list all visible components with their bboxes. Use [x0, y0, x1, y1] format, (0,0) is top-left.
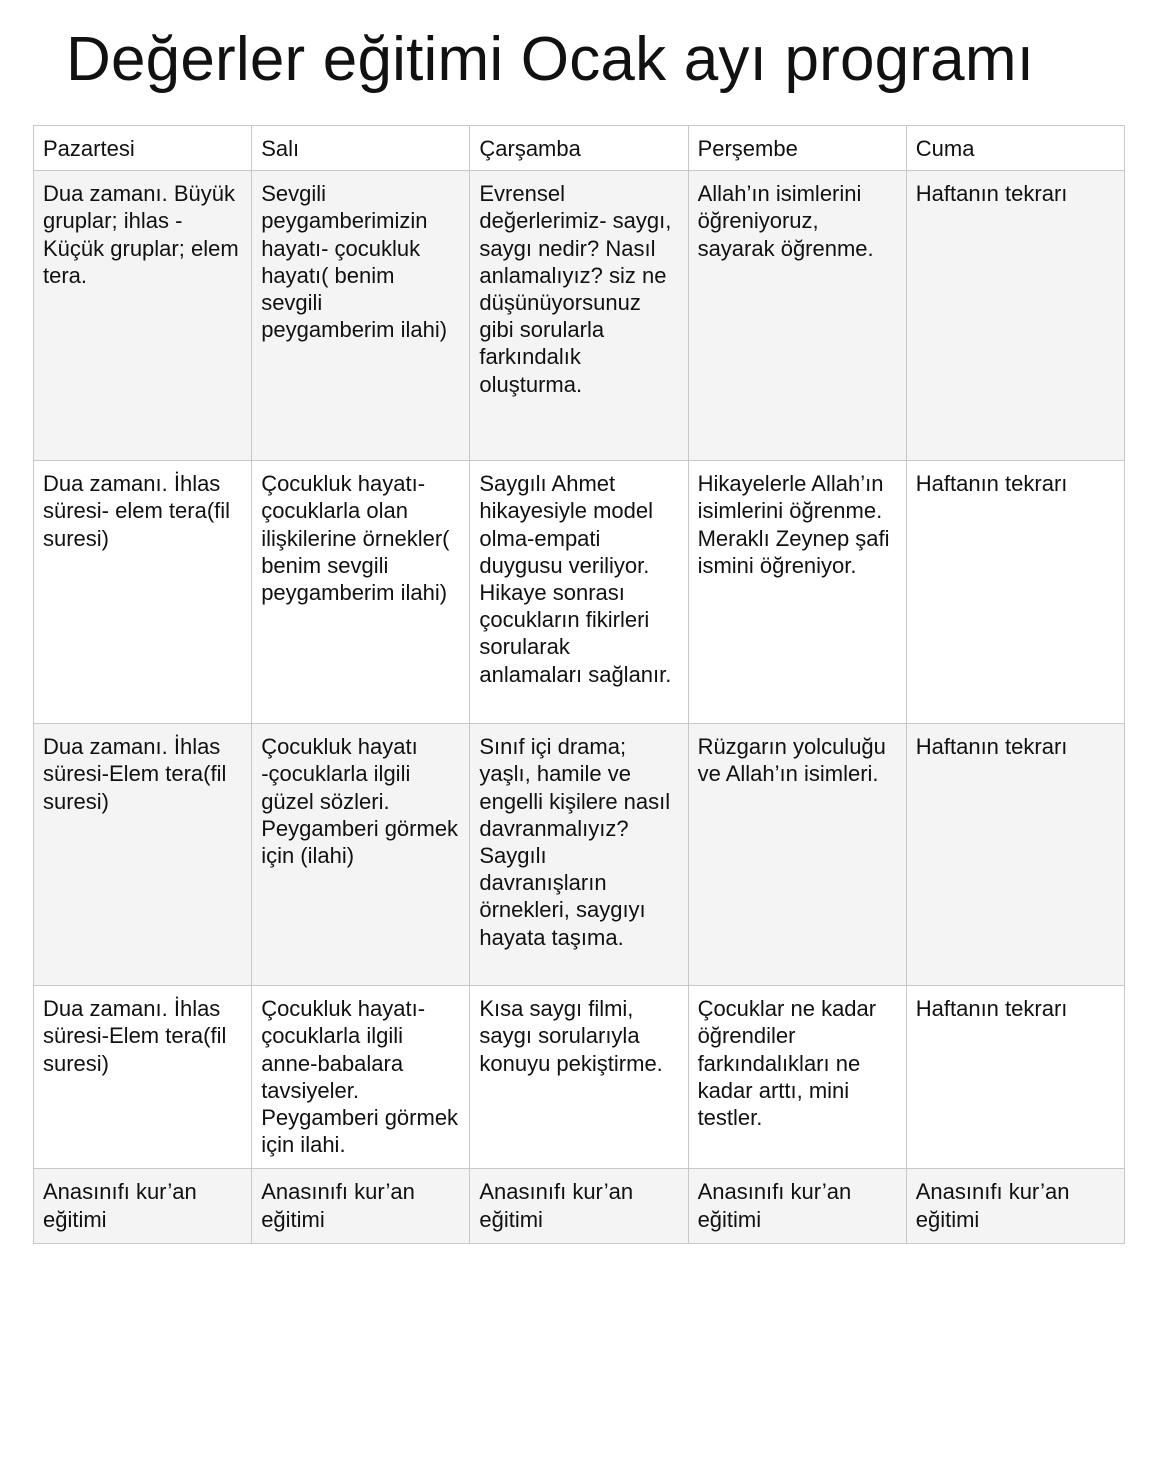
weekly-schedule-table — [33, 125, 1125, 1244]
table-row — [34, 1169, 1125, 1243]
page-title: Değerler eğitimi Ocak ayı programı — [66, 25, 1035, 94]
table-cell: Dua zamanı. İhlas süresi-Elem tera(fil suresi) — [34, 724, 252, 986]
table-cell: Dua zamanı. İhlas süresi- elem tera(fil suresi) — [34, 461, 252, 724]
table-cell: Dua zamanı. İhlas süresi-Elem tera(fil suresi) — [34, 986, 252, 1169]
table-cell: Haftanın tekrarı — [906, 724, 1124, 986]
table-cell: Anasınıfı kur’an eğitimi — [470, 1169, 688, 1243]
table-cell: Dua zamanı. Büyük gruplar; ihlas -Küçük gruplar; elem tera. — [34, 171, 252, 461]
table-cell: Allah’ın isimlerini öğreniyoruz, sayarak öğrenme. — [688, 171, 906, 461]
table-row — [34, 986, 1125, 1169]
table-cell: Haftanın tekrarı — [906, 461, 1124, 724]
table-cell: Haftanın tekrarı — [906, 986, 1124, 1169]
header-wednesday: Çarşamba — [470, 126, 688, 171]
table-cell: Evrensel değerlerimiz- saygı, saygı nedir? Nasıl anlamalıyız? siz ne düşünüyorsunuz gibi sorularla farkındalık oluşturma. — [470, 171, 688, 461]
table-cell: Anasınıfı kur’an eğitimi — [34, 1169, 252, 1243]
table-cell: Çocuklar ne kadar öğrendiler farkındalıkları ne kadar arttı, mini testler. — [688, 986, 906, 1169]
table-row — [34, 724, 1125, 986]
table-cell: Çocukluk hayatı- çocuklarla ilgili anne-babalara tavsiyeler. Peygamberi görmek için ilahi. — [252, 986, 470, 1169]
table-cell: Kısa saygı filmi, saygı sorularıyla konuyu pekiştirme. — [470, 986, 688, 1169]
table-header-row — [34, 126, 1125, 171]
header-monday: Pazartesi — [34, 126, 252, 171]
table-cell: Anasınıfı kur’an eğitimi — [252, 1169, 470, 1243]
table-cell: Haftanın tekrarı — [906, 171, 1124, 461]
header-friday: Cuma — [906, 126, 1124, 171]
table-cell: Anasınıfı kur’an eğitimi — [688, 1169, 906, 1243]
table-cell: Çocukluk hayatı- çocuklarla olan ilişkilerine örnekler( benim sevgili peygamberim ilahi) — [252, 461, 470, 724]
table-row — [34, 461, 1125, 724]
header-thursday: Perşembe — [688, 126, 906, 171]
table-cell: Anasınıfı kur’an eğitimi — [906, 1169, 1124, 1243]
table-cell: Çocukluk hayatı -çocuklarla ilgili güzel sözleri. Peygamberi görmek için (ilahi) — [252, 724, 470, 986]
table-cell: Hikayelerle Allah’ın isimlerini öğrenme. Meraklı Zeynep şafi ismini öğreniyor. — [688, 461, 906, 724]
table-cell: Sevgili peygamberimizin hayatı- çocukluk hayatı( benim sevgili peygamberim ilahi) — [252, 171, 470, 461]
table-cell: Rüzgarın yolculuğu ve Allah’ın isimleri. — [688, 724, 906, 986]
table-row — [34, 171, 1125, 461]
table-cell: Saygılı Ahmet hikayesiyle model olma-empati duygusu veriliyor. Hikaye sonrası çocukların fikirleri sorularak anlamaları sağlanır. — [470, 461, 688, 724]
table-cell: Sınıf içi drama; yaşlı, hamile ve engelli kişilere nasıl davranmalıyız? Saygılı davranışların örnekleri, saygıyı hayata taşıma. — [470, 724, 688, 986]
header-tuesday: Salı — [252, 126, 470, 171]
